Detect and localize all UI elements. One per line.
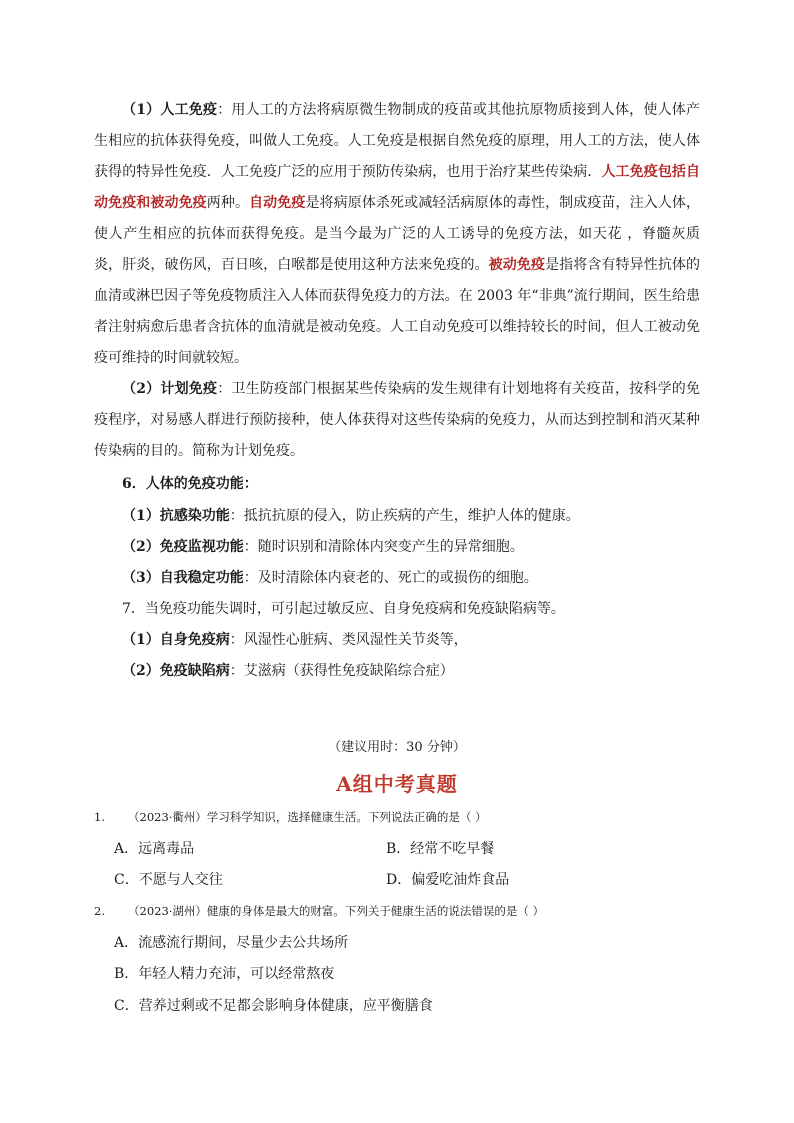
text: ：风湿性心脏病、类风湿性关节炎等， [229, 632, 468, 648]
function-3 [122, 568, 722, 588]
text: 两种。 [206, 195, 250, 211]
item-6: 6．人体的免疫功能： [122, 476, 258, 492]
term-artificial-immunity: （1）人工免疫 [122, 102, 218, 118]
q2-option-c[interactable]: C．营养过剩或不足都会影响身体健康，应平衡膳食 [114, 998, 433, 1014]
question-text: （2023·湖州）健康的身体是最大的财富。下列关于健康生活的说法错误的是（ ） [128, 904, 545, 918]
label: （2）免疫监视功能 [122, 539, 244, 555]
q2-option-a[interactable]: A．流感流行期间，尽量少去公共场所 [114, 935, 349, 951]
term-active-immunity: 自动免疫 [249, 195, 306, 211]
function-2 [122, 537, 722, 557]
q2-option-b[interactable]: B．年轻人精力充沛，可以经常熬夜 [114, 966, 335, 982]
question-number: 2. [94, 904, 105, 918]
text: 是指将含有特异性抗体的血清或淋巴因子等免疫物质注入人体而获得免疫力的方法。在 2003 年“非典”流行期间，医生给患者注射病愈后患者含抗体的血清就是被动免疫。人工自动免疫可以维持较长的时间，但人工被动免疫可维持的时间就较短。 [94, 257, 701, 366]
label: （3）自我稳定功能 [122, 570, 244, 586]
time-hint: （建议用时：30 分钟） [328, 740, 466, 755]
function-1 [122, 506, 722, 526]
q1-option-c[interactable]: C．不愿与人交往 [114, 872, 223, 888]
label: （1）自身免疫病 [122, 632, 230, 648]
disease-2 [122, 661, 722, 681]
question-1 [94, 808, 714, 826]
section-title: A组中考真题 [336, 772, 458, 796]
text: ：及时清除体内衰老的、死亡的或损伤的细胞。 [243, 570, 538, 586]
text: ：艾滋病（获得性免疫缺陷综合症） [229, 663, 454, 679]
text: ：用人工的方法将病原微生物制成的疫苗或其他抗原物质接到人体，使人体产生相应的抗体获得免疫，叫做人工免疫。人工免疫是根据自然免疫的原理，用人工的方法，使人体获得的特异性免疫．人工免疫广泛的应用于预防传染病，也用于治疗某些传染病． [94, 102, 700, 180]
highlight-types: 人工免疫包括自动免疫和被动免疫 [94, 164, 701, 211]
text: ：随时识别和清除体内突变产生的异常细胞。 [243, 539, 524, 555]
term-planned-immunity: （2）计划免疫 [122, 381, 218, 397]
text: ：卫生防疫部门根据某些传染病的发生规律有计划地将有关疫苗，按科学的免疫程序，对易感人群进行预防接种，使人体获得对这些传染病的免疫力，从而达到控制和消灭某种传染病的目的。简称为计划免疫。 [94, 381, 700, 459]
item-7: 7．当免疫功能失调时，可引起过敏反应、自身免疫病和免疫缺陷病等。 [122, 601, 565, 617]
paragraph-artificial-immunity [94, 95, 700, 374]
question-2 [94, 902, 714, 920]
q1-option-a[interactable]: A．远离毒品 [114, 841, 195, 857]
text: ：抵抗抗原的侵入，防止疾病的产生，维护人体的健康。 [229, 508, 580, 524]
paragraph-planned-immunity [94, 374, 700, 467]
disease-1 [122, 630, 722, 650]
label: （1）抗感染功能 [122, 508, 230, 524]
text: 是将病原体杀死或减轻活病原体的毒性，制成疫苗，注入人体，使人产生相应的抗体而获得免疫。是当今最为广泛的人工诱导的免疫方法，如天花 ，脊髓灰质炎，肝炎，破伤风，百日咳，白喉都是使用这种方法来免疫的。 [94, 195, 701, 273]
label: （2）免疫缺陷病 [122, 663, 230, 679]
question-number: 1. [94, 810, 105, 824]
question-text: （2023·衢州）学习科学知识，选择健康生活。下列说法正确的是（ ） [128, 810, 487, 824]
q1-option-d[interactable]: D．偏爱吃油炸食品 [386, 872, 510, 888]
q1-option-b[interactable]: B．经常不吃早餐 [386, 841, 495, 857]
term-passive-immunity: 被动免疫 [488, 257, 546, 273]
